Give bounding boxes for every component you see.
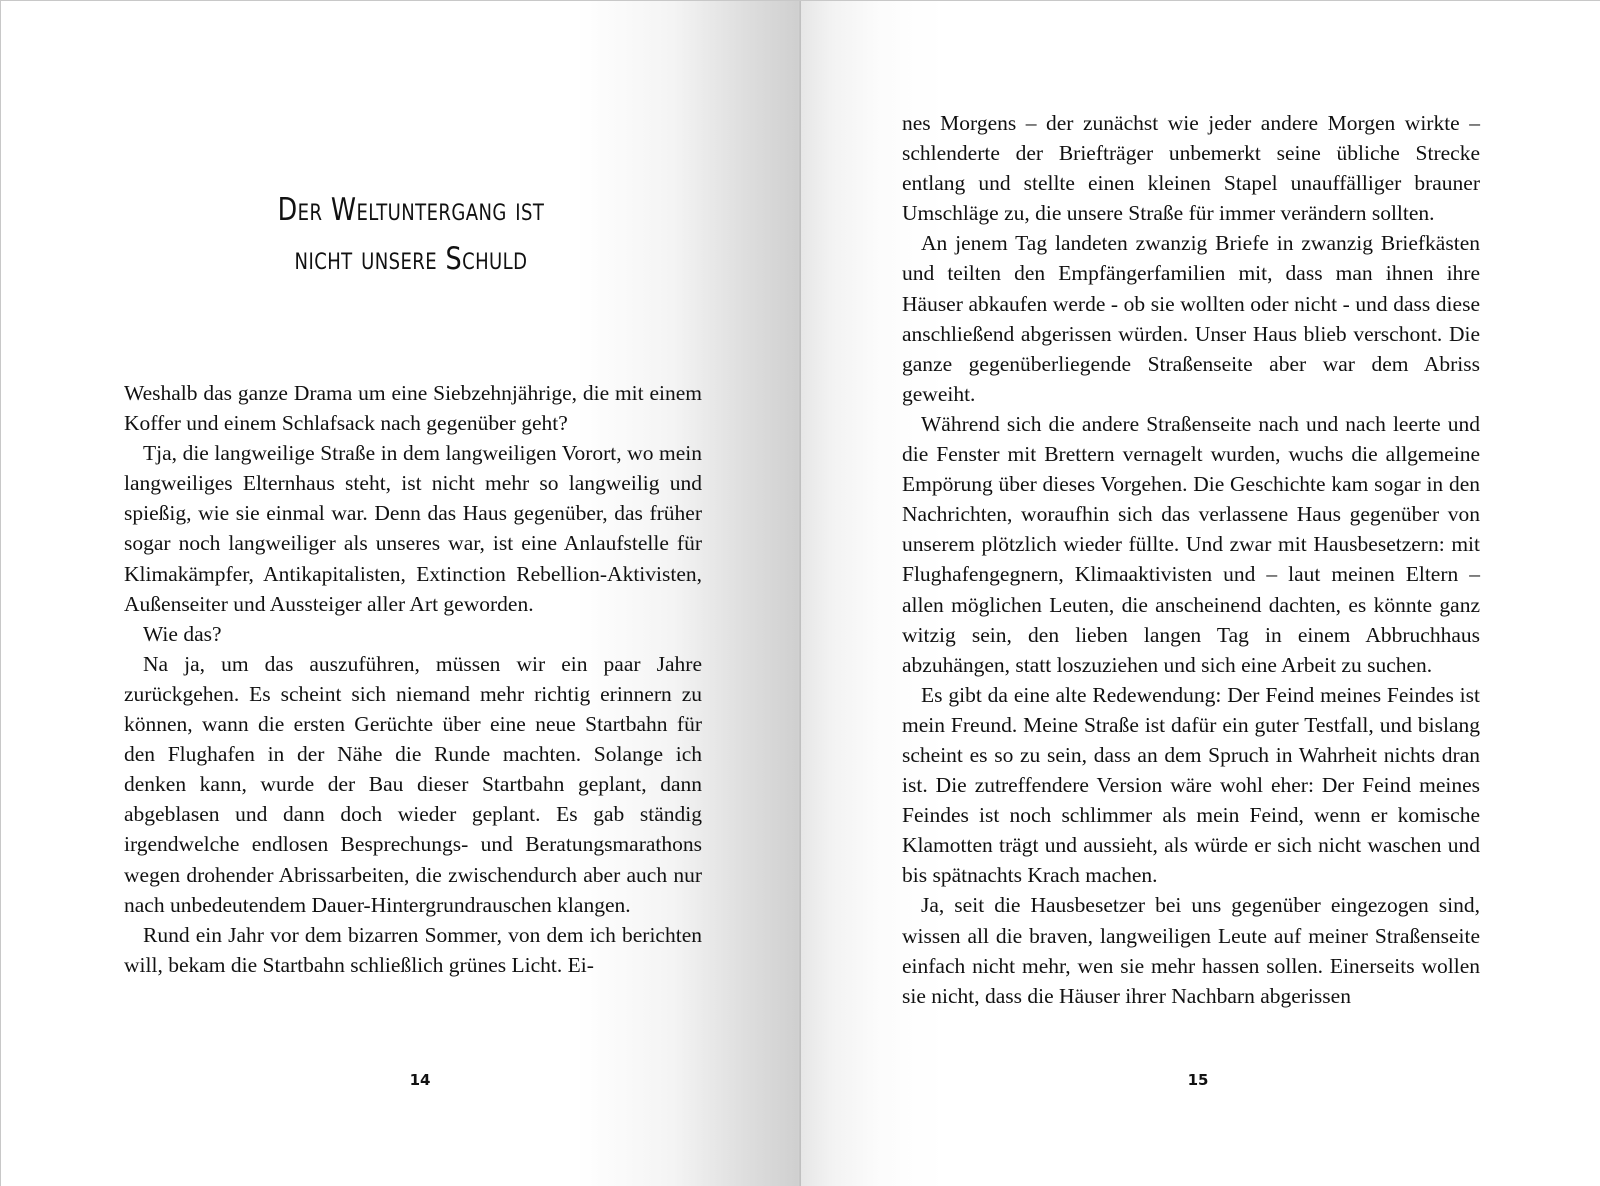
page-number-left: 14 — [409, 1071, 431, 1089]
paragraph: Während sich die andere Straßenseite nach und nach leerte und die Fenster mit Brettern vernagelt wurden, wuchs die allgemeine Empörung über dieses Vorgehen. Die Geschichte kam sogar in den Nachrichten, woraufhin sich das verlassene Haus gegenüber von unserem plötzlich wieder füllte. Und zwar mit Hausbesetzern: mit Flughafengegnern, Klimaaktivisten und – laut meinen Eltern – allen möglichen Leuten, die anscheinend dachten, es könnte ganz witzig sein, den lieben langen Tag in einem Abbruchhaus abzuhängen, statt loszuziehen und sich eine Arbeit zu suchen. — [902, 411, 1480, 677]
paragraph: Wie das? — [143, 621, 222, 646]
page-number-right: 15 — [1187, 1071, 1209, 1089]
left-page-body — [124, 378, 702, 980]
left-page — [1, 1, 801, 1186]
paragraph: Rund ein Jahr vor dem bizarren Sommer, von dem ich berichten will, bekam die Startbahn schließlich grünes Licht. Ei- — [124, 922, 702, 977]
paragraph: Na ja, um das auszuführen, müssen wir ein paar Jahre zurückgehen. Es scheint sich niemand mehr richtig erinnern zu können, wann die ersten Gerüchte über eine neue Startbahn für den Flughafen in der Nähe die Runde machten. Solange ich denken kann, wurde der Bau dieser Startbahn geplant, dann abgeblasen und dann doch wieder geplant. Es gab ständig irgendwelche endlosen Besprechungs- und Beratungsmarathons wegen drohender Abrissarbeiten, die zwischendurch aber auch nur nach unbedeutendem Dauer-Hintergrundrauschen klangen. — [124, 651, 702, 917]
paragraph: An jenem Tag landeten zwanzig Briefe in zwanzig Briefkästen und teilten den Empfängerfamilien mit, dass man ihnen ihre Häuser abkaufen werde - ob sie wollten oder nicht - und dass diese anschließend abgerissen würden. Unser Haus blieb verschont. Die ganze gegenüberliegende Straßenseite aber war dem Abriss geweiht. — [902, 231, 1480, 406]
chapter-title-line-1: Der Weltuntergang ist — [277, 192, 545, 228]
right-page-body — [902, 108, 1480, 1011]
paragraph: Es gibt da eine alte Redewendung: Der Feind meines Feindes ist mein Freund. Meine Straße ist dafür ein guter Testfall, und bislang scheint es so zu sein, dass an dem Spruch in Wahrheit nichts dran ist. Die zutreffendere Version wäre wohl eher: Der Feind meines Feindes ist noch schlimmer als mein Feind, wenn er komische Klamotten trägt und aussieht, als würde er sich nicht waschen und bis spätnachts Krach machen. — [902, 682, 1480, 888]
paragraph: Ja, seit die Hausbesetzer bei uns gegenüber eingezogen sind, wissen all die braven, langweiligen Leute auf meiner Straßenseite einfach nicht mehr, wen sie mehr hassen sollen. Einerseits wollen sie nicht, dass die Häuser ihrer Nachbarn abgerissen — [902, 893, 1480, 1008]
paragraph: Tja, die langweilige Straße in dem langweiligen Vorort, wo mein langweiliges Elternhaus steht, ist nicht mehr so langweilig und spießig, wie sie einmal war. Denn das Haus gegenüber, das früher sogar noch langweiliger als unseres war, ist eine Anlaufstelle für Klimakämpfer, Antikapitalisten, Extinction Rebellion-Aktivisten, Außenseiter und Aussteiger aller Art geworden. — [124, 441, 702, 616]
chapter-title — [173, 186, 649, 284]
paragraph: nes Morgens – der zunächst wie jeder andere Morgen wirkte – schlenderte der Briefträger unbemerkt seine übliche Strecke entlang und stellte einen kleinen Stapel unauffälliger brauner Umschläge zu, die unsere Straße für immer verändern sollten. — [902, 111, 1480, 226]
chapter-title-line-2: nicht unsere Schuld — [294, 241, 528, 277]
paragraph: Weshalb das ganze Drama um eine Siebzehnjährige, die mit einem Koffer und einem Schlafsack nach gegenüber geht? — [124, 381, 702, 436]
